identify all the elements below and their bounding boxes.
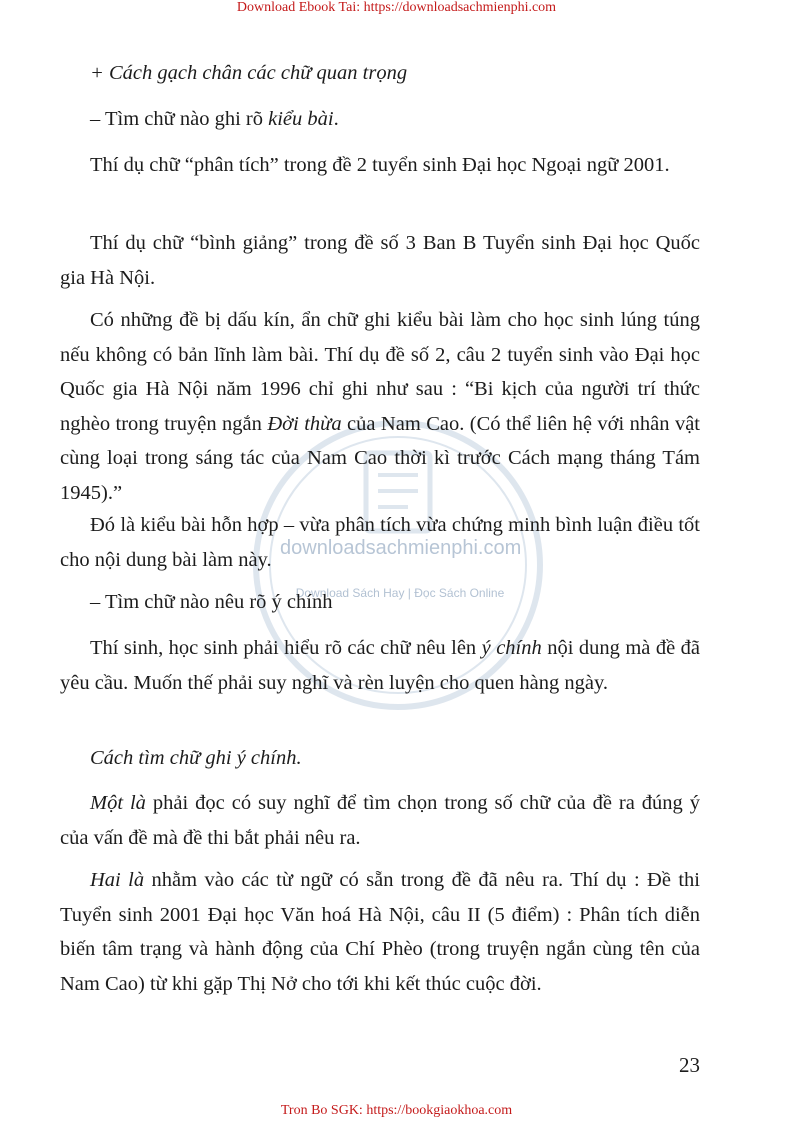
paragraph-4: Thí dụ chữ “bình giảng” trong đề số 3 Ban B Tuyển sinh Đại học Quốc gia Hà Nội.	[60, 232, 700, 289]
header-download-link[interactable]: Download Ebook Tai: https://downloadsachmienphi.com	[236, 0, 557, 15]
page-number: 23	[679, 1053, 700, 1077]
paragraph-5	[60, 303, 700, 510]
paragraph-10-text: phải đọc có suy nghĩ để tìm chọn trong số chữ của đề ra đúng ý của vấn đề mà đề thi bắt phải nêu ra.	[60, 792, 700, 849]
paragraph-8-emphasis: ý chính	[481, 637, 542, 659]
watermark-site-text: downloadsachmienphi.com	[280, 537, 522, 559]
paragraph-8-text-end: nội dung mà đề đã yêu cầu. Muốn thế phải suy nghĩ và rèn luyện cho quen hàng ngày.	[60, 637, 700, 694]
paragraph-11-text: nhằm vào các từ ngữ có sẵn trong đề đã nêu ra. Thí dụ : Đề thi Tuyển sinh 2001 Đại học Văn hoá Hà Nội, câu II (5 điểm) : Phân tích diễn biến tâm trạng và hành động của Chí Phèo (trong truyện ngắn cùng tên của Nam Cao) từ khi gặp Thị Nở cho tới khi kết thúc cuộc đời.	[60, 869, 700, 995]
paragraph-2-text-end: .	[333, 108, 339, 130]
footer-sgk-link[interactable]: Tron Bo SGK: https://bookgiaokhoa.com	[280, 1103, 513, 1118]
paragraph-5-text: Có những đề bị dấu kín, ẩn chữ ghi kiểu bài làm cho học sinh lúng túng nếu không có bản lĩnh làm bài. Thí dụ đề số 2, câu 2 tuyển sinh vào Đại học Quốc gia Hà Nội năm 1996 chỉ ghi như sau : “Bi kịch của người trí thức nghèo trong truyện ngắn	[60, 309, 700, 435]
paragraph-5-text-end: của Nam Cao. (Có thể liên hệ với nhân vật cùng loại trong sáng tác của Nam Cao thời kì trước Cách mạng tháng Tám 1945).”	[60, 412, 700, 504]
watermark-tagline-text: Download Sách Hay | Đọc Sách Online	[295, 586, 505, 600]
paragraph-10	[60, 786, 700, 855]
paragraph-9-text: Cách tìm chữ ghi ý chính.	[90, 747, 302, 769]
paragraph-1	[60, 56, 700, 91]
paragraph-2	[60, 102, 700, 137]
paragraph-9	[60, 741, 700, 776]
paragraph-11-emphasis: Hai là	[90, 869, 145, 891]
paragraph-10-emphasis: Một là	[90, 792, 146, 814]
paragraph-11	[60, 863, 700, 1001]
paragraph-5-emphasis: Đời thừa	[267, 412, 342, 435]
paragraph-1-text: + Cách gạch chân các chữ quan trọng	[90, 62, 408, 84]
paragraph-2-emphasis: kiểu bài	[268, 108, 334, 130]
paragraph-3: Thí dụ chữ “phân tích” trong đề 2 tuyển sinh Đại học Ngoại ngữ 2001.	[90, 154, 670, 176]
paragraph-2-text: – Tìm chữ nào ghi rõ	[90, 108, 269, 130]
paragraph-6: Đó là kiểu bài hỗn hợp – vừa phân tích vừa chứng minh bình luận điều tốt cho nội dung bài làm này.	[60, 514, 700, 571]
paragraph-7: – Tìm chữ nào nêu rõ ý chính	[90, 591, 333, 613]
paragraph-8-text: Thí sinh, học sinh phải hiểu rõ các chữ nêu lên	[90, 637, 482, 659]
paragraph-8	[60, 631, 700, 700]
